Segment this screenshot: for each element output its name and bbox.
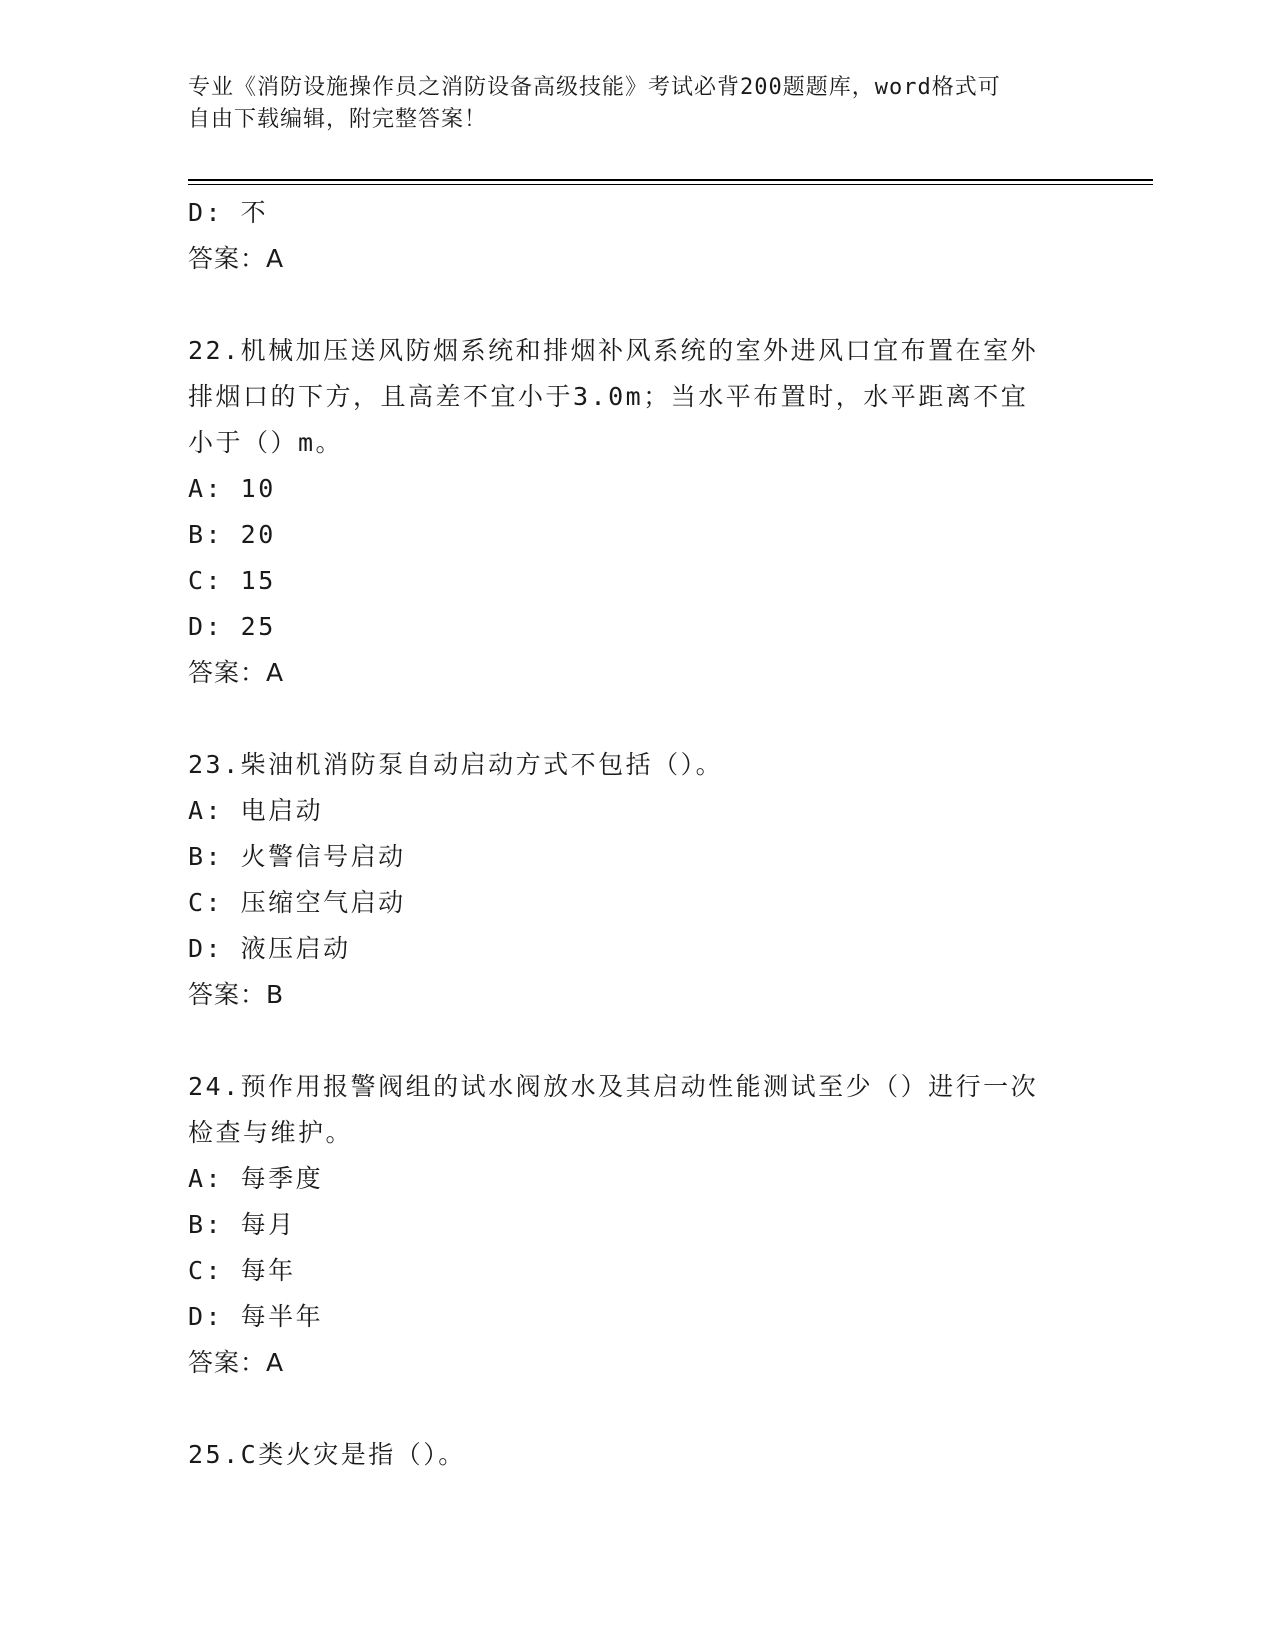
question-22-option-c: C: 15 bbox=[188, 566, 276, 595]
header-rule-thick bbox=[188, 179, 1153, 181]
question-24-answer: 答案：A bbox=[188, 1348, 285, 1377]
question-22-answer: 答案：A bbox=[188, 658, 285, 687]
question-list bbox=[188, 190, 1088, 1478]
spacer bbox=[188, 696, 1088, 742]
question-24-option-b: B: 每月 bbox=[188, 1210, 296, 1239]
question-22 bbox=[188, 328, 1088, 696]
header-line-2: 自由下载编辑，附完整答案！ bbox=[188, 107, 488, 132]
question-22-option-b: B: 20 bbox=[188, 520, 276, 549]
question-23 bbox=[188, 742, 1088, 1018]
question-24-option-c: C: 每年 bbox=[188, 1256, 296, 1285]
question-22-line-3: 小于（）m。 bbox=[188, 428, 344, 457]
question-24-option-a: A: 每季度 bbox=[188, 1164, 324, 1193]
prev-option-d: D: 不 bbox=[188, 198, 269, 227]
question-23-option-d: D: 液压启动 bbox=[188, 934, 351, 963]
question-25 bbox=[188, 1432, 1088, 1478]
spacer bbox=[188, 282, 1088, 328]
question-22-option-a: A: 10 bbox=[188, 474, 276, 503]
document-header bbox=[188, 72, 1088, 136]
spacer bbox=[188, 1018, 1088, 1064]
spacer bbox=[188, 1386, 1088, 1432]
question-22-line-1: 22.机械加压送风防烟系统和排烟补风系统的室外进风口宜布置在室外 bbox=[188, 336, 1039, 365]
question-24-line-1: 24.预作用报警阀组的试水阀放水及其启动性能测试至少（）进行一次 bbox=[188, 1072, 1039, 1101]
question-23-option-a: A: 电启动 bbox=[188, 796, 324, 825]
header-line-1: 专业《消防设施操作员之消防设备高级技能》考试必背200题题库，word格式可 bbox=[188, 75, 1001, 100]
question-23-answer: 答案：B bbox=[188, 980, 285, 1009]
question-23-line-1: 23.柴油机消防泵自动启动方式不包括（）。 bbox=[188, 750, 724, 779]
question-22-line-2: 排烟口的下方，且高差不宜小于3.0m；当水平布置时，水平距离不宜 bbox=[188, 382, 1029, 411]
question-22-option-d: D: 25 bbox=[188, 612, 276, 641]
header-rule-thin bbox=[188, 184, 1153, 185]
prev-answer: 答案：A bbox=[188, 244, 285, 273]
question-23-option-b: B: 火警信号启动 bbox=[188, 842, 406, 871]
question-25-line-1: 25.C类火灾是指（）。 bbox=[188, 1440, 466, 1469]
question-24-line-2: 检查与维护。 bbox=[188, 1118, 354, 1147]
question-23-option-c: C: 压缩空气启动 bbox=[188, 888, 406, 917]
question-24 bbox=[188, 1064, 1088, 1386]
question-24-option-d: D: 每半年 bbox=[188, 1302, 324, 1331]
